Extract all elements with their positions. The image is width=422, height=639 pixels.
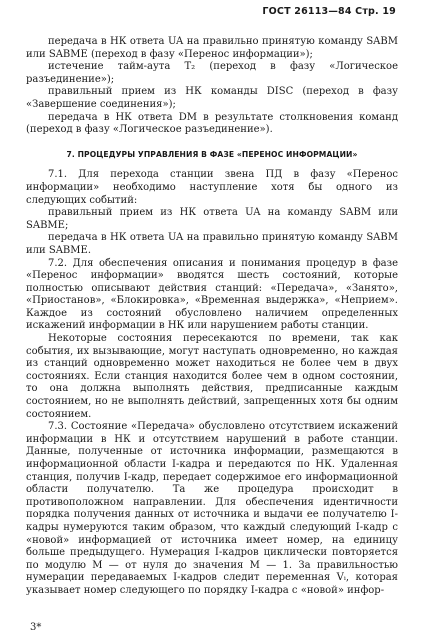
paragraph: правильный прием из НК команды DISC (переход в фазу «Завершение соединения»);	[26, 86, 398, 110]
paragraph: правильный прием из НК ответа UA на команду SABM или SABME;	[26, 207, 398, 231]
page-number: 3*	[30, 622, 42, 633]
paragraph: передача в НК ответа DM в результате столкновения команд (переход в фазу «Логическое разъединение»).	[26, 111, 398, 136]
paragraph: Некоторые состояния пересекаются по времени, так как события, их вызывающие, могут наступать одновременно, но каждая из станций одновременно может находиться не более чем в двух состояниях. Если станция находится более чем в одном состоянии, то она должна выполнять действия, предписанные каждым состоянием, но не выполнять действий, запрещенных хотя бы одним состоянием.	[26, 333, 398, 420]
section-heading: 7. ПРОЦЕДУРЫ УПРАВЛЕНИЯ В ФАЗЕ «ПЕРЕНОС ИНФОРМАЦИИ»	[66, 149, 358, 159]
page-content	[26, 36, 398, 598]
paragraph: передача в НК ответа UA на правильно принятую команду SABM или SABME (переход в фазу «Перенос информации»);	[26, 36, 398, 60]
paragraph: 7.3. Состояние «Передача» обусловлено отсутствием искажений информации в НК и отсутствием нарушений в работе станции. Данные, полученные от источника информации, размещаются в информационной области I-кадра и передаются по НК. Удаленная станция, получив I-кадр, передает содержимое его информационной области получателю. Та же процедура происходит в противоположном направлении. Для обеспечения идентичности порядка получения данных от источника и выдачи ее получателю I-кадры нумеруются таким образом, что каждый следующий I-кадр с «новой» информацией от источника имеет номер, на единицу больше предыдущего. Нумерация I-кадров циклически повторяется по модулю M — от нуля до значения M — 1. За правильностью нумерации передаваемых I-кадров следит переменная Vᵢ, которая указывает номер следующего по порядку I-кадра с «новой» инфор-	[26, 421, 398, 596]
paragraph: 7.2. Для обеспечения описания и понимания процедур в фазе «Перенос информации» вводятся шесть состояний, которые полностью описывают действия станций: «Передача», «Занято», «Приостанов», «Блокировка», «Временная выдержка», «Неприем». Каждое из состояний обусловлено наличием определенных искажений информации в НК или нарушением работы станции.	[26, 257, 398, 332]
paragraph: 7.1. Для перехода станции звена ПД в фазу «Перенос информации» необходимо наступление хотя бы одного из следующих событий:	[26, 169, 398, 206]
page-header: ГОСТ 26113—84 Стр. 19	[262, 6, 396, 17]
paragraph: передача в НК ответа UA на правильно принятую команду SABM или SABME.	[26, 232, 398, 256]
paragraph: истечение тайм-аута T₂ (переход в фазу «Логическое разъединение»);	[26, 61, 398, 85]
